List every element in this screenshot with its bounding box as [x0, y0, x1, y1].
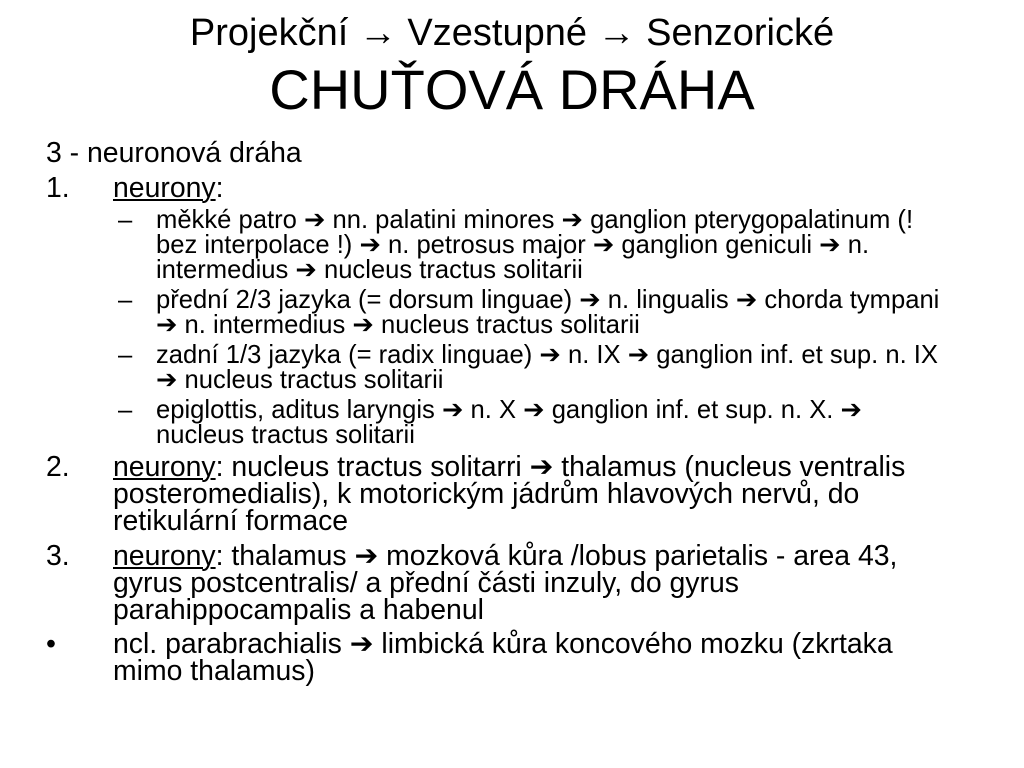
- sub-item-text: [156, 208, 913, 283]
- list-item-text: [113, 451, 906, 537]
- list-item-line: [113, 540, 898, 572]
- list-item-line: parahippocampalis a habenul: [113, 594, 484, 626]
- sub-item-marker: –: [118, 286, 133, 314]
- bullet-item-line: mimo thalamus): [113, 655, 315, 687]
- bullet-marker: •: [46, 628, 56, 660]
- sub-item-line: nucleus tractus solitarii: [156, 421, 415, 449]
- sub-item-line: zadní 1/3 jazyka (= radix linguae) ➔ n. IX ➔ ganglion inf. et sup. n. IX: [156, 341, 938, 369]
- sub-item-marker: –: [118, 341, 133, 369]
- list-item-text: [113, 172, 224, 204]
- sub-item-line: ➔ nucleus tractus solitarii: [156, 366, 444, 394]
- bullet-item-text: [113, 628, 893, 687]
- line-text: : thalamus ➔ mozková kůra /lobus parietalis - area 43,: [215, 540, 898, 572]
- sub-item-text: [156, 288, 939, 338]
- list-item-number: 3.: [46, 540, 70, 572]
- sub-item-line: bez interpolace !) ➔ n. petrosus major ➔ ganglion geniculi ➔ n.: [156, 231, 870, 259]
- line-text: : nucleus tractus solitarri ➔ thalamus (nucleus ventralis: [215, 451, 906, 483]
- sub-item-text: [156, 398, 862, 448]
- sub-item-marker: –: [118, 396, 133, 424]
- underlined-label: neurony: [113, 540, 216, 572]
- list-item-number: 1.: [46, 172, 70, 204]
- list-item-line: [113, 451, 906, 483]
- slide-title-line-2: CHUŤOVÁ DRÁHA: [269, 58, 755, 121]
- underlined-label: neurony: [113, 172, 216, 204]
- sub-item-line: přední 2/3 jazyka (= dorsum linguae) ➔ n. lingualis ➔ chorda tympani: [156, 286, 940, 314]
- underlined-label: neurony: [113, 451, 216, 483]
- bullet-item-line: ncl. parabrachialis ➔ limbická kůra koncového mozku (zkrtaka: [113, 628, 893, 660]
- sub-item-line: intermedius ➔ nucleus tractus solitarii: [156, 256, 583, 284]
- slide-title-line-1: Projekční → Vzestupné → Senzorické: [189, 12, 835, 54]
- line-text: :: [215, 172, 224, 204]
- list-item-line: retikulární formace: [113, 505, 349, 537]
- sub-item-line: měkké patro ➔ nn. palatini minores ➔ ganglion pterygopalatinum (!: [156, 206, 914, 234]
- list-item-line: posteromedialis), k motorickým jádrům hlavových nervů, do: [113, 478, 860, 510]
- list-item-text: [113, 540, 898, 626]
- intro-text: 3 - neuronová dráha: [46, 137, 302, 169]
- sub-item-text: [156, 343, 938, 393]
- list-item-line: gyrus postcentralis/ a přední části inzuly, do gyrus: [113, 567, 739, 599]
- list-item-line: [113, 172, 224, 204]
- list-item-number: 2.: [46, 451, 70, 483]
- sub-item-marker: –: [118, 206, 133, 234]
- sub-item-line: ➔ n. intermedius ➔ nucleus tractus solitarii: [156, 311, 640, 339]
- sub-item-line: epiglottis, aditus laryngis ➔ n. X ➔ ganglion inf. et sup. n. X. ➔: [156, 396, 862, 424]
